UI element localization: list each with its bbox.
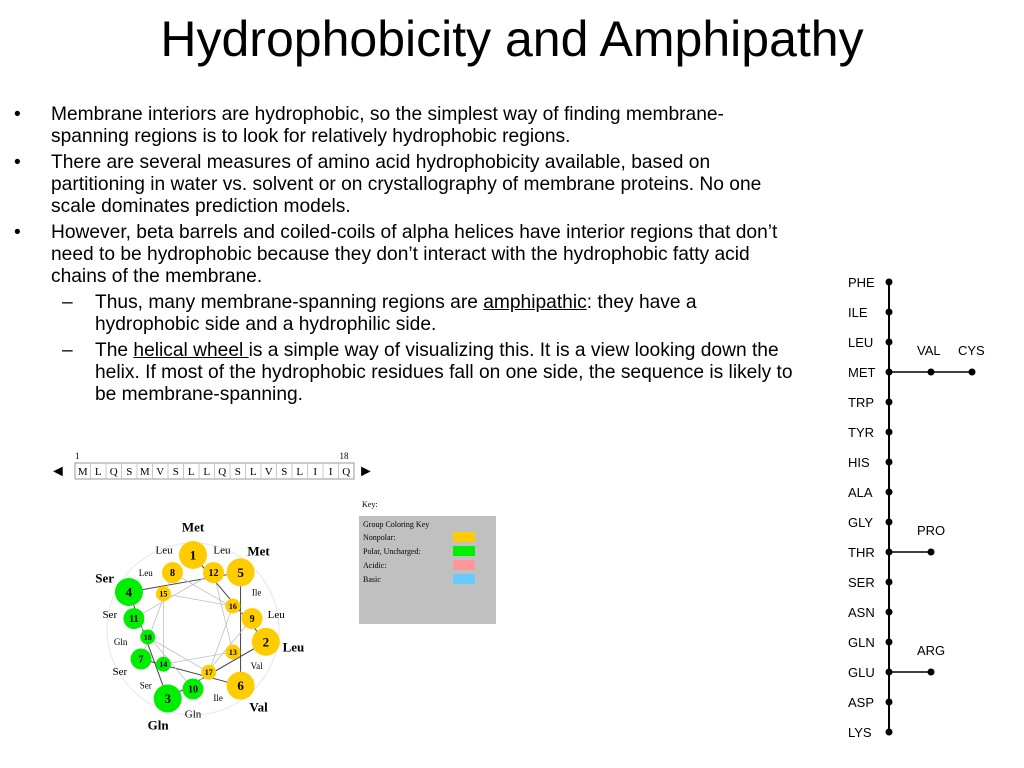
tree-label: ALA [848, 485, 873, 500]
sequence-end-label: 18 [339, 451, 349, 461]
tree-label: ILE [848, 305, 868, 320]
bullet-item [0, 152, 800, 218]
bullet-marker: • [14, 222, 21, 243]
sub-bullet-text-post: : they have a hydrophobic side and a hydrophilic side. [95, 292, 697, 335]
sequence-residue: S [234, 466, 241, 478]
bullet-list [0, 104, 800, 410]
sub-bullet-text-pre: The [95, 340, 134, 361]
key-entry-label: Acidic: [363, 561, 387, 570]
sequence-residue: L [203, 466, 211, 478]
right-arrow-icon: ► [358, 463, 374, 480]
wheel-residue-number: 18 [143, 632, 152, 642]
wheel-residue-number: 17 [204, 668, 213, 678]
tree-node [886, 639, 893, 646]
bullet-item [0, 104, 800, 148]
tree-branch-label: ARG [917, 643, 946, 658]
wheel-residue-name: Ser [139, 680, 152, 691]
tree-branch-label: VAL [917, 343, 941, 358]
dash-marker: – [62, 340, 73, 361]
tree-node [886, 579, 893, 586]
tree-node [886, 609, 893, 616]
wheel-residue-number: 2 [262, 634, 270, 650]
tree-branch-label: CYS [958, 343, 985, 358]
wheel-residue-number: 11 [129, 614, 139, 626]
sequence-residue: L [187, 466, 195, 478]
tree-label: SER [848, 575, 875, 590]
bullet-text: There are several measures of amino acid hydrophobicity available, based on partitioning in water vs. solvent or on crystallography of membrane proteins. No one scale dominates prediction models. [51, 152, 762, 217]
sequence-residue: L [296, 466, 304, 478]
wheel-residue-number: 14 [159, 660, 168, 670]
wheel-residue-name: Ile [251, 587, 262, 598]
tree-label: THR [848, 545, 875, 560]
helical-wheel [55, 505, 335, 755]
key-entry-label: Polar, Uncharged: [363, 547, 421, 556]
sequence-residue: S [281, 466, 288, 478]
key-entry-swatch [453, 560, 475, 570]
wheel-residue-number: 3 [164, 691, 171, 707]
tree-node [886, 519, 893, 526]
sequence-residue: I [328, 466, 333, 478]
sub-bullet-text-post: is a simple way of visualizing this. It is a view looking down the helix. If most of the hydrophobic residues fall on one side, the sequence is likely to be membrane-spanning. [95, 340, 793, 405]
tree-node [886, 729, 893, 736]
wheel-residue-name: Met [181, 519, 205, 535]
wheel-residue-number: 1 [189, 547, 197, 563]
sequence-residue: M [139, 466, 150, 478]
wheel-residue-number: 15 [159, 589, 168, 599]
wheel-residue-name: Leu [213, 544, 231, 557]
wheel-residue-number: 4 [125, 584, 133, 600]
tree-node [886, 489, 893, 496]
wheel-residue-name: Leu [282, 639, 305, 655]
wheel-residue-name: Gln [147, 717, 169, 733]
amino-acid-tree [830, 262, 1024, 752]
sequence-residue: Q [109, 466, 118, 478]
sub-bullet-item [0, 292, 800, 336]
tree-label: PHE [848, 275, 875, 290]
sequence-residue: M [77, 466, 88, 478]
sequence-residue: S [172, 466, 179, 478]
tree-label: TYR [848, 425, 874, 440]
sequence-residue: I [313, 466, 318, 478]
wheel-residue-name: Ser [112, 666, 128, 679]
wheel-residue-name: Val [250, 660, 263, 671]
wheel-residue-number: 10 [188, 684, 198, 696]
sub-bullet-text-pre: Thus, many membrane-spanning regions are [95, 292, 484, 313]
wheel-residue-name: Gln [113, 636, 128, 647]
tree-label: GLN [848, 635, 875, 650]
wheel-residue-number: 5 [237, 564, 244, 580]
bullet-item [0, 222, 800, 288]
tree-branch-node [969, 369, 976, 376]
wheel-residue-name: Leu [138, 567, 153, 578]
sequence-residue: V [264, 466, 273, 478]
bullet-text: Membrane interiors are hydrophobic, so the simplest way of finding membrane-spanning regions is to look for relatively hydrophobic regions. [51, 104, 724, 147]
wheel-residue-number: 9 [249, 614, 255, 626]
wheel-residue-name: Ile [213, 693, 223, 704]
bullet-text: However, beta barrels and coiled-coils of alpha helices have interior regions that don’t need to be hydrophobic because they don’t interact with the hydrophobic fatty acid chains of the membrane. [51, 222, 778, 287]
wheel-residue-number: 8 [169, 568, 175, 580]
tree-branch-node [928, 549, 935, 556]
tree-node [886, 309, 893, 316]
sequence-residue: V [156, 466, 165, 478]
sequence-residue: S [126, 466, 133, 478]
group-coloring-key [359, 498, 499, 628]
tree-node [886, 399, 893, 406]
tree-node [886, 429, 893, 436]
wheel-residue-number: 6 [237, 678, 244, 694]
wheel-residue-name: Gln [184, 708, 202, 721]
bullet-marker: • [14, 104, 21, 125]
sequence-bar [48, 448, 388, 488]
tree-label: GLY [848, 515, 874, 530]
wheel-residue-name: Met [247, 543, 270, 559]
tree-label: ASP [848, 695, 875, 710]
tree-node [886, 279, 893, 286]
tree-label: TRP [848, 395, 874, 410]
tree-node [886, 699, 893, 706]
tree-branch-label: PRO [917, 523, 946, 538]
tree-label: MET [848, 365, 876, 380]
wheel-residue-name: Val [249, 699, 268, 715]
bullet-marker: • [14, 152, 21, 173]
left-arrow-icon: ◄ [50, 463, 66, 480]
wheel-residue-name: Leu [267, 609, 285, 622]
wheel-residue-number: 16 [228, 601, 237, 611]
tree-label: ASN [848, 605, 875, 620]
key-caption: Key: [362, 500, 378, 509]
sub-bullet-item [0, 340, 800, 406]
underlined-term-amphipathic: amphipathic [483, 292, 587, 313]
key-entry-label: Basic [363, 575, 381, 584]
tree-label: LEU [848, 335, 874, 350]
key-entry-swatch [453, 532, 475, 542]
underlined-term-helical-wheel: helical wheel [133, 340, 249, 361]
key-entry-swatch [453, 546, 475, 556]
key-entry-label: Nonpolar: [363, 533, 396, 542]
wheel-residue-number: 7 [138, 654, 144, 666]
tree-branch-node [928, 669, 935, 676]
wheel-residue-number: 13 [228, 647, 237, 657]
sequence-residue: L [94, 466, 102, 478]
sequence-start-label: 1 [75, 451, 80, 461]
sequence-residue: Q [342, 466, 351, 478]
sequence-residue: L [249, 466, 257, 478]
sequence-residue: Q [218, 466, 227, 478]
tree-node [886, 339, 893, 346]
tree-node [886, 459, 893, 466]
wheel-residue-number: 12 [208, 568, 219, 580]
wheel-residue-name: Ser [95, 570, 115, 586]
tree-label: HIS [848, 455, 870, 470]
key-title: Group Coloring Key [363, 520, 430, 529]
wheel-residue-name: Ser [102, 609, 118, 622]
key-entry-swatch [453, 574, 475, 584]
tree-label: GLU [848, 665, 875, 680]
tree-branch-node [928, 369, 935, 376]
slide-title: Hydrophobicity and Amphipathy [160, 11, 864, 67]
wheel-residue-name: Leu [155, 544, 173, 557]
dash-marker: – [62, 292, 73, 313]
tree-label: LYS [848, 725, 872, 740]
